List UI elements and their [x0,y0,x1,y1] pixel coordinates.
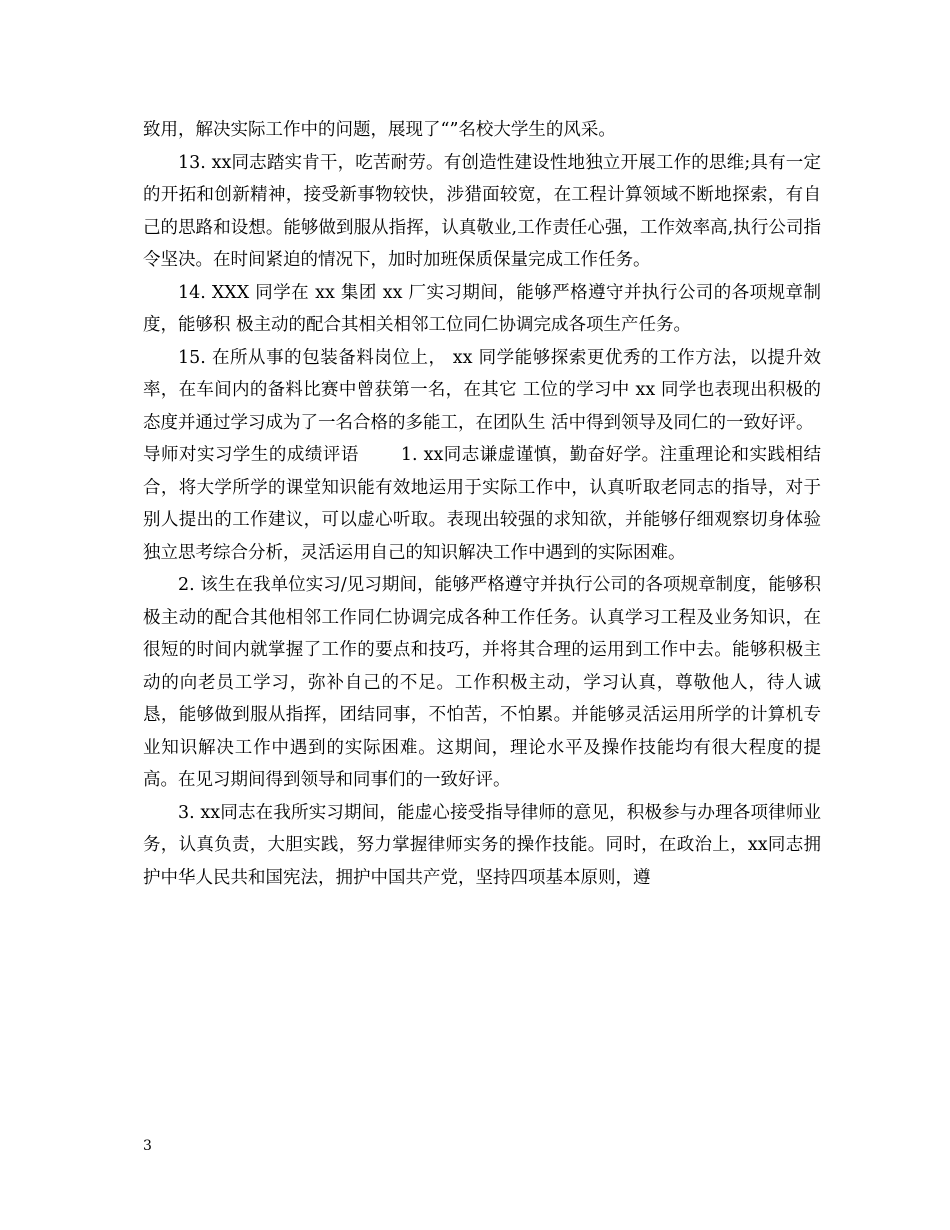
page-number: 3 [143,1138,152,1154]
paragraph-item-13: 13. xx同志踏实肯干，吃苦耐劳。有创造性建设性地独立开展工作的思维;具有一定的开拓和创新精神，接受新事物较快，涉猎面较宽，在工程计算领域不断地探索，有自己的思路和设想。能够做到服从指挥，认真敬业,工作责任心强，工作效率高,执行公司指令坚决。在时间紧迫的情况下，加时加班保质保量完成工作任务。 [143,152,821,270]
paragraph-item-3: 3. xx同志在我所实习期间，能虚心接受指导律师的意见，积极参与办理各项律师业务，认真负责，大胆实践，努力掌握律师实务的操作技能。同时，在政治上，xx同志拥护中华人民共和国宪法，拥护中国共产党，坚持四项基本原则，遵 [143,802,821,888]
paragraph-continuation: 致用，解决实际工作中的问题，展现了“”名校大学生的风采。 [143,120,616,140]
paragraph-item-15: 15. 在所从事的包装备料岗位上， xx 同学能够探索更优秀的工作方法，以提升效率，在车间内的备料比赛中曾获第一名，在其它 工位的学习中 xx 同学也表现出积极的态度并通过学习成为了一名合格的多能工，在团队生 活中得到领导及同仁的一致好评。 [143,347,821,433]
paragraph-item-2: 2. 该生在我单位实习/见习期间，能够严格遵守并执行公司的各项规章制度，能够积极主动的配合其他相邻工作同仁协调完成各种工作任务。认真学习工程及业务知识，在很短的时间内就掌握了工作的要点和技巧，并将其合理的运用到工作中去。能够积极主动的向老员工学习，弥补自己的不足。工作积极主动，学习认真，尊敬他人，待人诚恳，能够做到服从指挥，团结同事，不怕苦，不怕累。并能够灵活运用所学的计算机专业知识解决工作中遇到的实际困难。这期间，理论水平及操作技能均有很大程度的提高。在见习期间得到领导和同事们的一致好评。 [143,575,821,790]
document-body [143,114,821,894]
paragraph-section-heading-item-1: 导师对实习学生的成绩评语 1. xx同志谦虚谨慎，勤奋好学。注重理论和实践相结合，将大学所学的课堂知识能有效地运用于实际工作中，认真听取老同志的指导，对于别人提出的工作建议，可以虚心听取。表现出较强的求知欲，并能够仔细观察切身体验独立思考综合分析，灵活运用自己的知识解决工作中遇到的实际困难。 [143,445,821,563]
paragraph-item-14: 14. XXX 同学在 xx 集团 xx 厂实习期间，能够严格遵守并执行公司的各项规章制度，能够积 极主动的配合其相关相邻工位同仁协调完成各项生产任务。 [143,282,821,335]
